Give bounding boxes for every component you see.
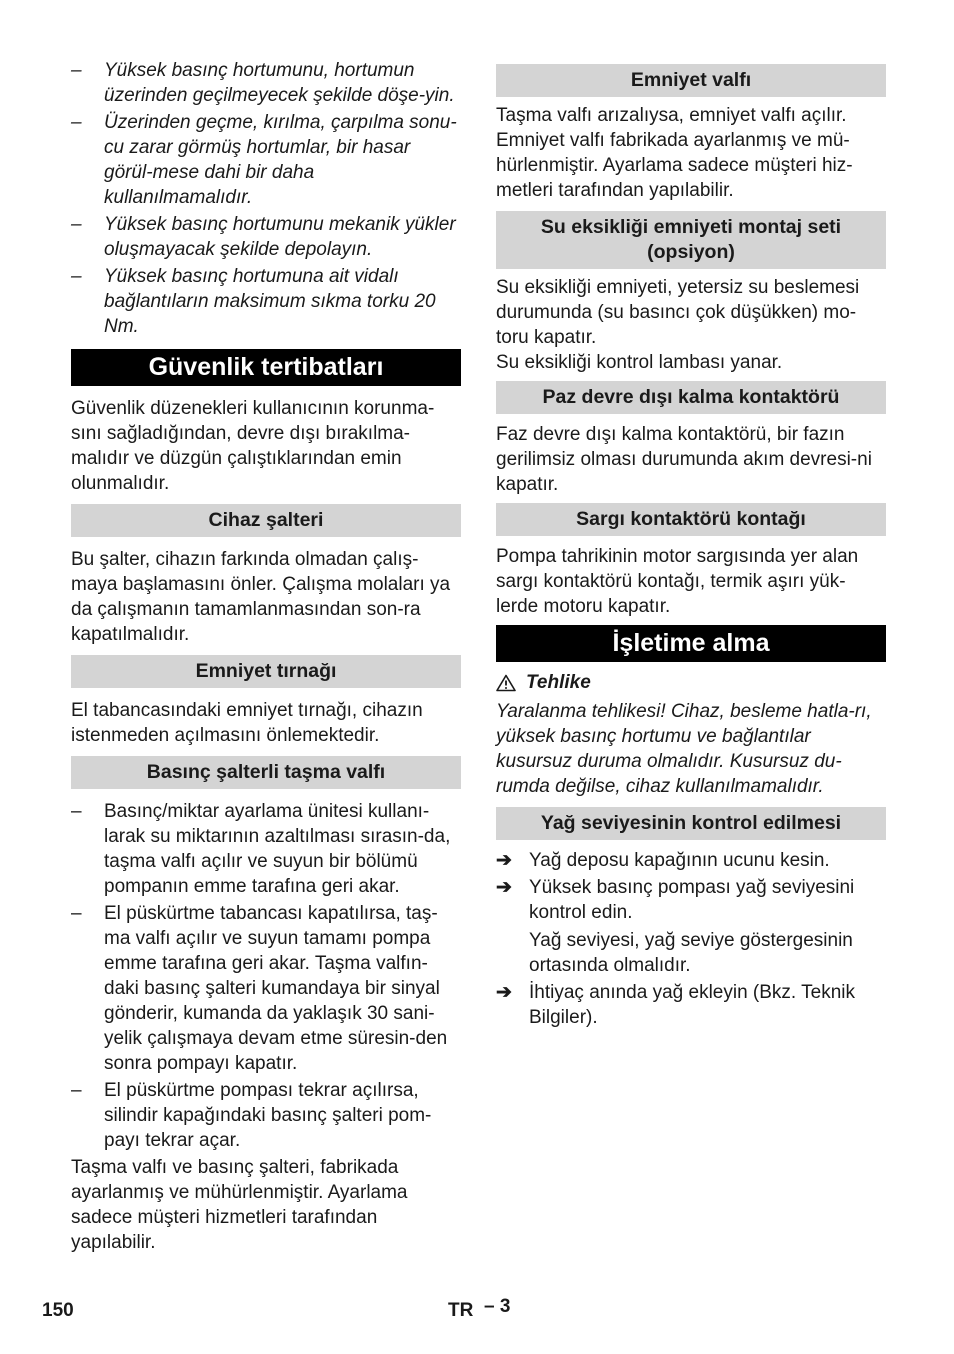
water-shortage-text-lamp: Su eksikliği kontrol lambası yanar. — [496, 352, 783, 373]
oil-steps — [496, 848, 886, 1030]
warning-triangle-icon — [496, 674, 516, 692]
list-item-text: El püskürtme pompası tekrar açılırsa, silindir kapağındaki basınç şalteri pom-payı tekrar açar. — [104, 1080, 432, 1151]
subheading-safety-latch: Emniyet tırnağı — [71, 655, 461, 688]
danger-heading — [496, 670, 886, 695]
hose-warning-list — [71, 58, 461, 339]
subheading-water-shortage: Su eksikliği emniyeti montaj seti (opsiyon) — [496, 211, 886, 269]
list-item-text: Üzerinden geçme, kırılma, çarpılma sonu-cu zarar görmüş hortumlar, bir hasar görül-mese dahi bir daha kullanılmamalıdır. — [104, 112, 457, 208]
dash-bullet: – — [71, 112, 82, 133]
subheading-winding-contact: Sargı kontaktörü kontağı — [496, 503, 886, 536]
overflow-valve-list — [71, 799, 461, 1153]
phase-contactor-text: Faz devre dışı kalma kontaktörü, bir fazın gerilimsiz olması durumunda akım devresi-ni kapatır. — [496, 424, 872, 495]
list-item-text: Yağ deposu kapağının ucunu kesin. — [529, 850, 830, 871]
list-item — [71, 58, 461, 108]
safety-latch-text: El tabancasındaki emniyet tırnağı, cihazın istenmeden açılmasını önlemektedir. — [71, 700, 423, 746]
page-number: 150 — [42, 1300, 74, 1321]
arrow-icon: ➔ — [496, 982, 512, 1003]
list-item-text: Yüksek basınç hortumuna ait vidalı bağlantıların maksimum sıkma torku 20 Nm. — [104, 266, 436, 337]
right-column — [496, 64, 886, 1030]
subheading-phase-contactor: Paz devre dışı kalma kontaktörü — [496, 381, 886, 414]
winding-contact-text: Pompa tahrikinin motor sargısında yer alan sargı kontaktörü kontağı, termik aşırı yük-lerde motoru kapatır. — [496, 546, 859, 617]
list-item — [71, 901, 461, 1076]
danger-label: Tehlike — [526, 672, 591, 693]
safety-text: Güvenlik düzenekleri kullanıcının korunma-sını sağladığından, devre dışı bırakılma-malıdır ve düzgün çalıştıklarından emin olunmalıdır. — [71, 398, 435, 494]
list-item-text: El püskürtme tabancası kapatılırsa, taş-ma valfı açılır ve suyun tamamı pompa emme tarafına geri akar. Taşma valfın-daki basınç şalteri kumandaya bir sinyal gönderir, kumanda da yaklaşık 30 sani-yelik çalışmaya devam etme süresin-den sonra pompayı kapatır. — [104, 903, 448, 1074]
oil-note: Yağ seviyesi, yağ seviye göstergesinin ortasında olmalıdır. — [529, 930, 853, 976]
arrow-icon: ➔ — [496, 850, 512, 871]
list-item — [71, 110, 461, 210]
list-item — [496, 875, 886, 925]
list-item-text: Yüksek basınç pompası yağ seviyesini kontrol edin. — [529, 877, 855, 923]
list-item — [71, 264, 461, 339]
subheading-relief-valve: Emniyet valfı — [496, 64, 886, 97]
dash-bullet: – — [71, 1080, 82, 1101]
section-heading-startup: İşletime alma — [496, 625, 886, 662]
left-column — [71, 58, 461, 1255]
list-item-text: İhtiyaç anında yağ ekleyin (Bkz. Teknik Bilgiler). — [529, 982, 855, 1028]
dash-bullet: – — [71, 801, 82, 822]
danger-text: Yaralanma tehlikesi! Cihaz, besleme hatla-rı, yüksek basınç hortumu ve bağlantılar kusursuz duruma olmalıdır. Kusursuz du-rumda değilse, cihaz kullanılmamalıdır. — [496, 701, 872, 797]
relief-valve-text: Taşma valfı arızalıysa, emniyet valfı açılır. Emniyet valfı fabrikada ayarlanmış ve mü-hürlenmiştir. Ayarlama sadece müşteri hiz-metleri tarafından yapılabilir. — [496, 105, 853, 201]
overflow-valve-text: Taşma valfı ve basınç şalteri, fabrikada ayarlanmış ve mühürlenmiştir. Ayarlama sadece müşteri hizmetleri tarafından yapılabilir. — [71, 1157, 408, 1253]
list-item — [71, 799, 461, 899]
subheading-overflow-valve: Basınç şalterli taşma valfı — [71, 756, 461, 789]
section-heading-safety: Güvenlik tertibatları — [71, 349, 461, 386]
sub-page-number: – 3 — [484, 1296, 511, 1317]
language-code: TR — [448, 1300, 474, 1321]
list-item — [496, 980, 886, 1030]
list-item-text: Yüksek basınç hortumunu, hortumun üzerinden geçilmeyecek şekilde döşe-yin. — [104, 60, 455, 106]
list-item — [496, 848, 886, 873]
subheading-device-switch: Cihaz şalteri — [71, 504, 461, 537]
subheading-oil-level: Yağ seviyesinin kontrol edilmesi — [496, 807, 886, 840]
dash-bullet: – — [71, 266, 82, 287]
dash-bullet: – — [71, 60, 82, 81]
dash-bullet: – — [71, 214, 82, 235]
list-item-text: Basınç/miktar ayarlama ünitesi kullanı-larak su miktarının azaltılması sırasın-da, taşma valfı açılır ve suyun bir bölümü pompanın emme tarafına geri akar. — [104, 801, 451, 897]
device-switch-text: Bu şalter, cihazın farkında olmadan çalış-maya başlamasını önler. Çalışma molaları ya da çalışmanın tamamlanmasından son-ra kapatılmalıdır. — [71, 549, 451, 645]
water-shortage-text: Su eksikliği emniyeti, yetersiz su beslemesi durumunda (su basıncı çok düşükken) mo-toru kapatır. — [496, 277, 860, 348]
dash-bullet: – — [71, 903, 82, 924]
list-item — [71, 212, 461, 262]
list-item — [71, 1078, 461, 1153]
list-item-text: Yüksek basınç hortumunu mekanik yükler oluşmayacak şekilde depolayın. — [104, 214, 456, 260]
arrow-icon: ➔ — [496, 877, 512, 898]
